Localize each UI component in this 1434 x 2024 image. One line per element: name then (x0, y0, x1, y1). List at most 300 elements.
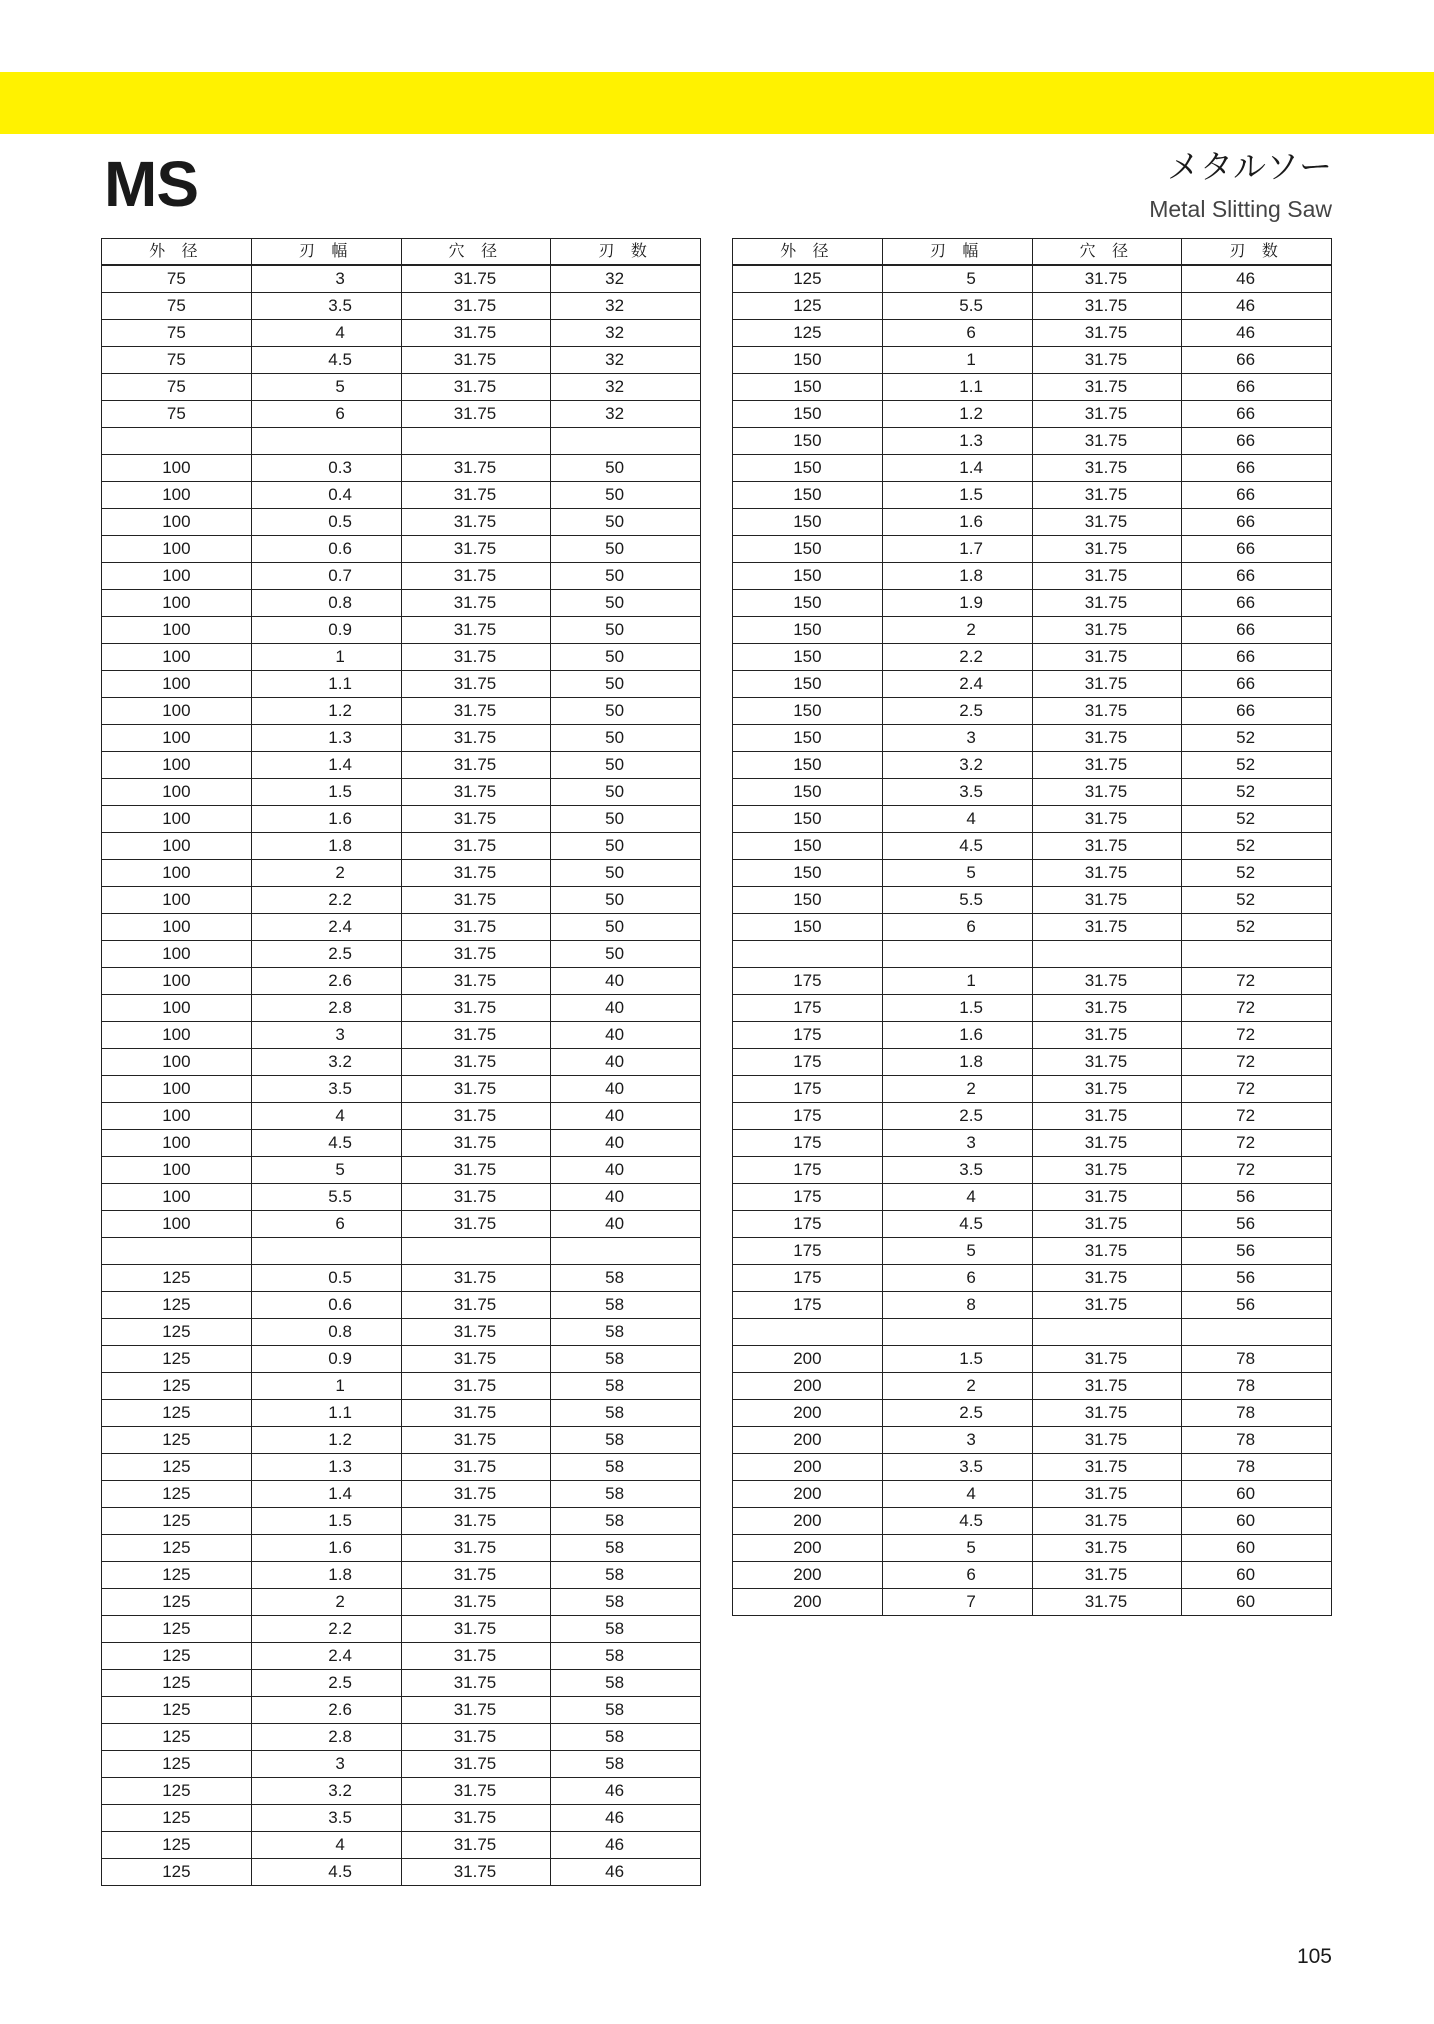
header-teeth-count: 刃 数 (1182, 239, 1332, 266)
cell-teeth-count: 66 (1182, 698, 1332, 725)
table-row (102, 1724, 701, 1751)
cell-outer-diameter: 150 (733, 509, 883, 536)
cell-teeth-count: 50 (551, 779, 701, 806)
table-row (102, 1103, 701, 1130)
cell-bore-diameter: 31.75 (401, 725, 551, 752)
table-row (733, 779, 1332, 806)
cell-outer-diameter: 150 (733, 725, 883, 752)
table-row (102, 1778, 701, 1805)
cell-teeth-count: 46 (1182, 320, 1332, 347)
cell-blade-width: 1.8 (251, 1562, 401, 1589)
cell-bore-diameter: 31.75 (1032, 428, 1182, 455)
cell-blade-width: 6 (882, 320, 1032, 347)
table-row (102, 860, 701, 887)
cell-bore-diameter: 31.75 (401, 1508, 551, 1535)
cell-teeth-count: 58 (551, 1319, 701, 1346)
table-row (733, 671, 1332, 698)
cell-teeth-count: 50 (551, 860, 701, 887)
cell-blade-width: 3.5 (882, 1157, 1032, 1184)
cell-blade-width (882, 941, 1032, 968)
table-row (102, 1130, 701, 1157)
cell-bore-diameter: 31.75 (1032, 374, 1182, 401)
cell-teeth-count: 66 (1182, 536, 1332, 563)
cell-teeth-count: 60 (1182, 1535, 1332, 1562)
cell-bore-diameter: 31.75 (1032, 265, 1182, 293)
cell-outer-diameter: 150 (733, 698, 883, 725)
cell-outer-diameter: 125 (102, 1670, 252, 1697)
cell-bore-diameter: 31.75 (401, 1481, 551, 1508)
cell-blade-width: 2.2 (251, 887, 401, 914)
cell-blade-width: 6 (882, 1265, 1032, 1292)
cell-outer-diameter: 150 (733, 752, 883, 779)
cell-blade-width: 5.5 (882, 887, 1032, 914)
table-row (102, 752, 701, 779)
cell-blade-width: 3.5 (251, 1076, 401, 1103)
cell-blade-width: 1.3 (251, 1454, 401, 1481)
cell-blade-width: 3.2 (251, 1049, 401, 1076)
page-number: 105 (1296, 1945, 1332, 1968)
cell-outer-diameter: 100 (102, 617, 252, 644)
cell-outer-diameter: 175 (733, 1076, 883, 1103)
table-row (733, 1454, 1332, 1481)
cell-teeth-count: 72 (1182, 968, 1332, 995)
cell-teeth-count: 56 (1182, 1238, 1332, 1265)
cell-teeth-count: 50 (551, 536, 701, 563)
table-row (733, 725, 1332, 752)
cell-outer-diameter: 175 (733, 995, 883, 1022)
cell-bore-diameter: 31.75 (1032, 968, 1182, 995)
cell-bore-diameter: 31.75 (401, 401, 551, 428)
table-row (102, 1346, 701, 1373)
cell-teeth-count (551, 428, 701, 455)
cell-bore-diameter: 31.75 (1032, 698, 1182, 725)
cell-bore-diameter: 31.75 (401, 1589, 551, 1616)
cell-outer-diameter: 175 (733, 1103, 883, 1130)
cell-bore-diameter: 31.75 (401, 671, 551, 698)
cell-outer-diameter: 100 (102, 725, 252, 752)
cell-bore-diameter (1032, 941, 1182, 968)
cell-bore-diameter: 31.75 (401, 860, 551, 887)
table-row (102, 401, 701, 428)
cell-blade-width: 1.8 (882, 563, 1032, 590)
cell-blade-width: 4 (882, 1184, 1032, 1211)
cell-teeth-count: 72 (1182, 995, 1332, 1022)
cell-teeth-count: 58 (551, 1508, 701, 1535)
table-row (102, 941, 701, 968)
cell-blade-width: 2.2 (251, 1616, 401, 1643)
cell-blade-width: 2.8 (251, 1724, 401, 1751)
table-row (102, 914, 701, 941)
table-row (102, 536, 701, 563)
cell-outer-diameter: 100 (102, 914, 252, 941)
table-row (733, 265, 1332, 293)
cell-blade-width: 2.5 (882, 698, 1032, 725)
cell-bore-diameter: 31.75 (401, 1670, 551, 1697)
cell-teeth-count: 50 (551, 671, 701, 698)
table-row (102, 1454, 701, 1481)
cell-teeth-count: 60 (1182, 1508, 1332, 1535)
cell-teeth-count: 50 (551, 455, 701, 482)
table-row (733, 887, 1332, 914)
cell-outer-diameter: 125 (102, 1778, 252, 1805)
cell-blade-width: 1.1 (882, 374, 1032, 401)
cell-outer-diameter: 100 (102, 995, 252, 1022)
table-row (102, 1373, 701, 1400)
cell-blade-width: 1.6 (251, 1535, 401, 1562)
table-row (102, 1562, 701, 1589)
cell-bore-diameter: 31.75 (1032, 1454, 1182, 1481)
table-row (733, 1535, 1332, 1562)
cell-outer-diameter: 175 (733, 1238, 883, 1265)
table-row (733, 347, 1332, 374)
cell-teeth-count: 72 (1182, 1157, 1332, 1184)
cell-blade-width: 1.5 (882, 995, 1032, 1022)
cell-teeth-count: 50 (551, 806, 701, 833)
cell-outer-diameter: 150 (733, 428, 883, 455)
cell-bore-diameter: 31.75 (401, 1022, 551, 1049)
page-title-en: Metal Slitting Saw (1149, 196, 1332, 222)
cell-bore-diameter: 31.75 (401, 482, 551, 509)
cell-outer-diameter: 150 (733, 347, 883, 374)
cell-bore-diameter: 31.75 (401, 1319, 551, 1346)
cell-outer-diameter: 100 (102, 509, 252, 536)
table-row (733, 995, 1332, 1022)
cell-bore-diameter: 31.75 (401, 644, 551, 671)
cell-bore-diameter: 31.75 (1032, 401, 1182, 428)
cell-bore-diameter: 31.75 (1032, 1211, 1182, 1238)
cell-outer-diameter: 100 (102, 887, 252, 914)
table-row (102, 1157, 701, 1184)
cell-blade-width: 1.6 (882, 509, 1032, 536)
cell-blade-width: 3 (882, 1130, 1032, 1157)
cell-teeth-count: 46 (1182, 265, 1332, 293)
cell-teeth-count: 40 (551, 1076, 701, 1103)
table-row (102, 1859, 701, 1886)
table-row (733, 806, 1332, 833)
cell-outer-diameter: 200 (733, 1373, 883, 1400)
cell-teeth-count: 40 (551, 1130, 701, 1157)
header-bore-diameter: 穴 径 (1032, 239, 1182, 266)
cell-blade-width: 4.5 (251, 347, 401, 374)
cell-blade-width: 4 (251, 1832, 401, 1859)
table-row (733, 1022, 1332, 1049)
cell-outer-diameter: 125 (102, 1589, 252, 1616)
cell-teeth-count: 32 (551, 374, 701, 401)
table-row (102, 482, 701, 509)
cell-teeth-count: 32 (551, 293, 701, 320)
cell-outer-diameter: 125 (102, 1616, 252, 1643)
cell-teeth-count: 52 (1182, 779, 1332, 806)
cell-outer-diameter: 100 (102, 860, 252, 887)
cell-bore-diameter: 31.75 (401, 265, 551, 293)
cell-blade-width: 3.5 (251, 1805, 401, 1832)
cell-blade-width: 1 (251, 1373, 401, 1400)
cell-blade-width: 3.2 (251, 1778, 401, 1805)
table-row (733, 1292, 1332, 1319)
cell-blade-width: 4 (882, 1481, 1032, 1508)
cell-teeth-count: 60 (1182, 1589, 1332, 1616)
table-row (733, 1103, 1332, 1130)
cell-blade-width: 2 (882, 1373, 1032, 1400)
cell-blade-width: 5 (251, 1157, 401, 1184)
cell-blade-width: 5 (882, 1535, 1032, 1562)
table-row (733, 1184, 1332, 1211)
cell-outer-diameter: 100 (102, 1184, 252, 1211)
cell-teeth-count: 50 (551, 563, 701, 590)
cell-teeth-count: 50 (551, 590, 701, 617)
cell-teeth-count: 58 (551, 1589, 701, 1616)
cell-outer-diameter: 125 (102, 1562, 252, 1589)
cell-teeth-count: 52 (1182, 752, 1332, 779)
cell-bore-diameter: 31.75 (1032, 1427, 1182, 1454)
cell-blade-width: 1.5 (251, 779, 401, 806)
spec-table-left (101, 238, 701, 1886)
cell-bore-diameter: 31.75 (401, 455, 551, 482)
cell-bore-diameter: 31.75 (1032, 1157, 1182, 1184)
cell-outer-diameter: 125 (102, 1751, 252, 1778)
cell-teeth-count: 40 (551, 1184, 701, 1211)
cell-outer-diameter: 175 (733, 1211, 883, 1238)
cell-bore-diameter: 31.75 (1032, 347, 1182, 374)
cell-blade-width: 2 (882, 617, 1032, 644)
cell-teeth-count: 66 (1182, 428, 1332, 455)
cell-blade-width: 1.4 (882, 455, 1032, 482)
table-row (733, 968, 1332, 995)
cell-bore-diameter: 31.75 (1032, 1346, 1182, 1373)
table-row (102, 1481, 701, 1508)
cell-blade-width: 2.5 (251, 941, 401, 968)
table-row (733, 1157, 1332, 1184)
cell-teeth-count: 66 (1182, 617, 1332, 644)
cell-blade-width: 2.4 (251, 914, 401, 941)
cell-bore-diameter: 31.75 (1032, 1238, 1182, 1265)
cell-bore-diameter: 31.75 (1032, 1481, 1182, 1508)
cell-bore-diameter: 31.75 (1032, 860, 1182, 887)
cell-bore-diameter: 31.75 (401, 1157, 551, 1184)
cell-outer-diameter: 75 (102, 293, 252, 320)
table-row (733, 1508, 1332, 1535)
table-row (733, 1400, 1332, 1427)
table-row (102, 1400, 701, 1427)
table-row (102, 347, 701, 374)
cell-blade-width: 3 (882, 725, 1032, 752)
cell-outer-diameter: 125 (733, 265, 883, 293)
cell-bore-diameter: 31.75 (401, 1751, 551, 1778)
cell-outer-diameter: 75 (102, 374, 252, 401)
table-row (102, 374, 701, 401)
table-row (102, 1049, 701, 1076)
cell-teeth-count: 78 (1182, 1454, 1332, 1481)
cell-teeth-count: 66 (1182, 401, 1332, 428)
cell-outer-diameter: 100 (102, 1103, 252, 1130)
cell-outer-diameter: 100 (102, 941, 252, 968)
cell-outer-diameter: 200 (733, 1427, 883, 1454)
cell-blade-width: 1.8 (882, 1049, 1032, 1076)
table-row (102, 1319, 701, 1346)
header-blade-width: 刃 幅 (882, 239, 1032, 266)
cell-teeth-count: 40 (551, 968, 701, 995)
cell-teeth-count (1182, 1319, 1332, 1346)
cell-outer-diameter: 125 (102, 1508, 252, 1535)
table-row (102, 1508, 701, 1535)
cell-teeth-count: 50 (551, 509, 701, 536)
cell-teeth-count: 56 (1182, 1211, 1332, 1238)
table-row (102, 1751, 701, 1778)
table-row (102, 509, 701, 536)
cell-bore-diameter: 31.75 (401, 536, 551, 563)
cell-teeth-count: 56 (1182, 1265, 1332, 1292)
cell-bore-diameter: 31.75 (1032, 752, 1182, 779)
cell-bore-diameter: 31.75 (1032, 1076, 1182, 1103)
cell-outer-diameter: 175 (733, 1265, 883, 1292)
cell-teeth-count: 72 (1182, 1103, 1332, 1130)
cell-blade-width: 2.4 (882, 671, 1032, 698)
table-row (733, 644, 1332, 671)
cell-teeth-count: 60 (1182, 1562, 1332, 1589)
cell-teeth-count: 32 (551, 347, 701, 374)
cell-bore-diameter: 31.75 (1032, 1292, 1182, 1319)
cell-bore-diameter: 31.75 (1032, 455, 1182, 482)
cell-outer-diameter: 100 (102, 1157, 252, 1184)
cell-outer-diameter: 150 (733, 914, 883, 941)
cell-blade-width: 4.5 (251, 1130, 401, 1157)
table-row (102, 779, 701, 806)
cell-blade-width: 6 (251, 401, 401, 428)
cell-outer-diameter: 100 (102, 590, 252, 617)
cell-teeth-count: 58 (551, 1400, 701, 1427)
cell-teeth-count: 50 (551, 482, 701, 509)
cell-bore-diameter: 31.75 (1032, 671, 1182, 698)
header-outer-diameter: 外 径 (102, 239, 252, 266)
cell-blade-width: 0.5 (251, 509, 401, 536)
cell-bore-diameter: 31.75 (1032, 644, 1182, 671)
table-row (733, 1238, 1332, 1265)
cell-teeth-count: 78 (1182, 1346, 1332, 1373)
cell-teeth-count: 58 (551, 1427, 701, 1454)
cell-blade-width: 2.5 (882, 1103, 1032, 1130)
cell-blade-width: 4.5 (251, 1859, 401, 1886)
cell-outer-diameter: 125 (733, 320, 883, 347)
cell-teeth-count: 66 (1182, 374, 1332, 401)
cell-blade-width: 1.5 (251, 1508, 401, 1535)
cell-bore-diameter: 31.75 (401, 617, 551, 644)
cell-teeth-count: 58 (551, 1616, 701, 1643)
cell-blade-width: 2.5 (251, 1670, 401, 1697)
cell-outer-diameter: 125 (102, 1535, 252, 1562)
cell-blade-width: 1.4 (251, 1481, 401, 1508)
cell-blade-width: 1.3 (882, 428, 1032, 455)
table-row (733, 590, 1332, 617)
cell-teeth-count: 32 (551, 320, 701, 347)
table-header-row (102, 239, 701, 266)
cell-bore-diameter: 31.75 (401, 1049, 551, 1076)
cell-outer-diameter: 175 (733, 1049, 883, 1076)
cell-bore-diameter: 31.75 (401, 509, 551, 536)
cell-bore-diameter: 31.75 (401, 1454, 551, 1481)
table-row (102, 1535, 701, 1562)
cell-blade-width: 1.1 (251, 1400, 401, 1427)
table-row (733, 1346, 1332, 1373)
header-blade-width: 刃 幅 (251, 239, 401, 266)
cell-blade-width: 1.1 (251, 671, 401, 698)
cell-blade-width (251, 1238, 401, 1265)
table-row (733, 752, 1332, 779)
cell-bore-diameter: 31.75 (401, 806, 551, 833)
cell-bore-diameter: 31.75 (1032, 779, 1182, 806)
table-row (102, 293, 701, 320)
cell-bore-diameter: 31.75 (401, 833, 551, 860)
cell-bore-diameter: 31.75 (401, 698, 551, 725)
cell-outer-diameter: 100 (102, 563, 252, 590)
cell-teeth-count: 66 (1182, 347, 1332, 374)
cell-blade-width: 2.6 (251, 1697, 401, 1724)
cell-teeth-count: 58 (551, 1751, 701, 1778)
table-row (102, 698, 701, 725)
cell-outer-diameter: 100 (102, 1130, 252, 1157)
table-row (733, 320, 1332, 347)
cell-outer-diameter: 125 (102, 1805, 252, 1832)
cell-teeth-count: 50 (551, 617, 701, 644)
table-row (102, 644, 701, 671)
table-row (102, 806, 701, 833)
cell-bore-diameter: 31.75 (401, 1346, 551, 1373)
cell-bore-diameter: 31.75 (401, 1184, 551, 1211)
cell-blade-width: 4 (882, 806, 1032, 833)
table-row (733, 563, 1332, 590)
cell-teeth-count: 66 (1182, 644, 1332, 671)
cell-blade-width (251, 428, 401, 455)
cell-teeth-count: 40 (551, 1103, 701, 1130)
cell-teeth-count: 78 (1182, 1427, 1332, 1454)
cell-teeth-count: 40 (551, 1049, 701, 1076)
cell-bore-diameter (401, 1238, 551, 1265)
cell-teeth-count: 56 (1182, 1292, 1332, 1319)
cell-outer-diameter: 175 (733, 1292, 883, 1319)
table-body-left (102, 265, 701, 1886)
cell-blade-width: 3.5 (882, 779, 1032, 806)
cell-outer-diameter: 125 (102, 1724, 252, 1751)
table-row (733, 698, 1332, 725)
cell-outer-diameter: 125 (102, 1265, 252, 1292)
cell-outer-diameter: 100 (102, 752, 252, 779)
cell-blade-width: 1.5 (882, 1346, 1032, 1373)
cell-outer-diameter: 150 (733, 779, 883, 806)
cell-bore-diameter: 31.75 (401, 1076, 551, 1103)
cell-blade-width: 6 (882, 914, 1032, 941)
header-bore-diameter: 穴 径 (401, 239, 551, 266)
cell-blade-width: 0.4 (251, 482, 401, 509)
cell-bore-diameter: 31.75 (1032, 1400, 1182, 1427)
cell-teeth-count: 52 (1182, 860, 1332, 887)
cell-blade-width: 1.4 (251, 752, 401, 779)
cell-teeth-count: 72 (1182, 1130, 1332, 1157)
cell-teeth-count: 52 (1182, 887, 1332, 914)
cell-outer-diameter: 200 (733, 1481, 883, 1508)
cell-teeth-count: 40 (551, 1211, 701, 1238)
cell-outer-diameter: 150 (733, 401, 883, 428)
cell-teeth-count: 50 (551, 833, 701, 860)
cell-outer-diameter: 100 (102, 1049, 252, 1076)
cell-outer-diameter: 150 (733, 617, 883, 644)
cell-bore-diameter: 31.75 (1032, 1373, 1182, 1400)
cell-bore-diameter: 31.75 (1032, 590, 1182, 617)
cell-teeth-count: 40 (551, 1157, 701, 1184)
cell-blade-width: 3 (882, 1427, 1032, 1454)
cell-outer-diameter: 100 (102, 1211, 252, 1238)
cell-outer-diameter: 175 (733, 1130, 883, 1157)
table-row (102, 1427, 701, 1454)
table-row (102, 428, 701, 455)
